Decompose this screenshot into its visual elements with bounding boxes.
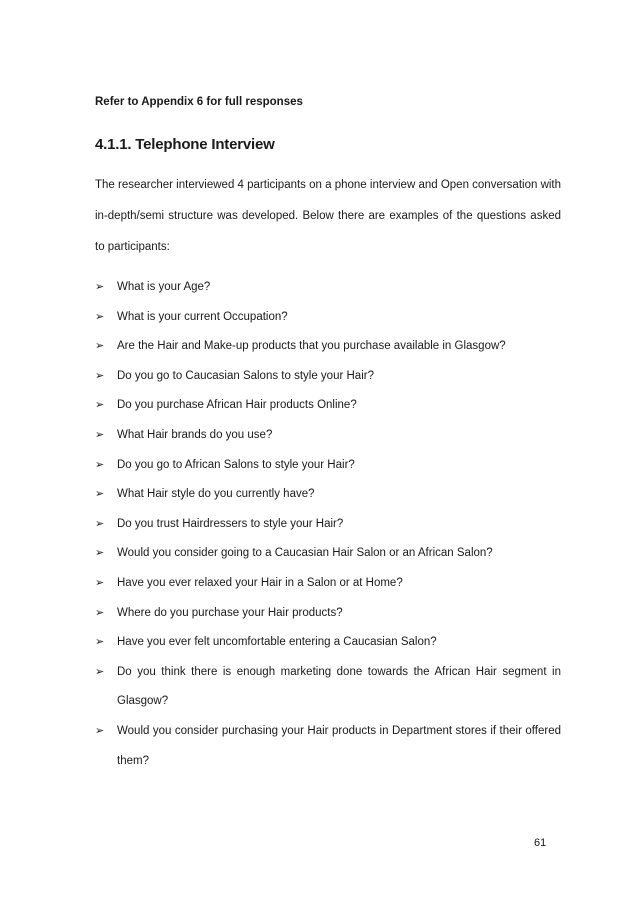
page-content	[95, 92, 561, 776]
question-item	[95, 273, 561, 303]
question-item	[95, 421, 561, 451]
question-text: Have you ever relaxed your Hair in a Salon or at Home?	[117, 576, 403, 589]
arrow-bullet-icon: ➢	[95, 310, 105, 323]
question-item	[95, 391, 561, 421]
question-text: Do you go to Caucasian Salons to style your Hair?	[117, 369, 374, 382]
arrow-bullet-icon: ➢	[95, 399, 105, 412]
arrow-bullet-icon: ➢	[95, 724, 105, 737]
arrow-bullet-icon: ➢	[95, 428, 105, 441]
question-text: Do you trust Hairdressers to style your Hair?	[117, 517, 344, 530]
question-item	[95, 332, 561, 362]
question-item	[95, 510, 561, 540]
question-text: What is your current Occupation?	[117, 310, 288, 323]
arrow-bullet-icon: ➢	[95, 665, 105, 678]
question-item	[95, 628, 561, 658]
arrow-bullet-icon: ➢	[95, 340, 105, 353]
arrow-bullet-icon: ➢	[95, 636, 105, 649]
question-text: What Hair brands do you use?	[117, 428, 273, 441]
question-item	[95, 480, 561, 510]
question-text: What Hair style do you currently have?	[117, 488, 315, 501]
question-item	[95, 362, 561, 392]
arrow-bullet-icon: ➢	[95, 369, 105, 382]
question-item	[95, 569, 561, 599]
arrow-bullet-icon: ➢	[95, 547, 105, 560]
question-item	[95, 717, 561, 776]
arrow-bullet-icon: ➢	[95, 488, 105, 501]
question-text: Have you ever felt uncomfortable entering a Caucasian Salon?	[117, 636, 437, 649]
question-text: Would you consider purchasing your Hair products in Department stores if their offered them?	[117, 724, 561, 767]
question-text: What is your Age?	[117, 281, 211, 293]
question-item	[95, 303, 561, 333]
arrow-bullet-icon: ➢	[95, 576, 105, 589]
question-text: Would you consider going to a Caucasian Hair Salon or an African Salon?	[117, 547, 493, 560]
question-text: Do you think there is enough marketing done towards the African Hair segment in Glasgow?	[117, 665, 561, 708]
question-item	[95, 451, 561, 481]
arrow-bullet-icon: ➢	[95, 281, 105, 293]
section-heading: 4.1.1. Telephone Interview	[95, 136, 275, 153]
question-text: Do you go to African Salons to style your Hair?	[117, 458, 355, 471]
intro-paragraph: The researcher interviewed 4 participants on a phone interview and Open conversation with in-depth/semi structure was developed. Below there are examples of the questions asked to participants:	[95, 179, 562, 253]
question-item	[95, 539, 561, 569]
arrow-bullet-icon: ➢	[95, 458, 105, 471]
arrow-bullet-icon: ➢	[95, 606, 105, 619]
question-text: Do you purchase African Hair products Online?	[117, 399, 357, 412]
question-text: Are the Hair and Make-up products that you purchase available in Glasgow?	[117, 340, 506, 353]
question-item	[95, 599, 561, 629]
appendix-reference: Refer to Appendix 6 for full responses	[95, 96, 303, 108]
question-item	[95, 658, 561, 717]
question-text: Where do you purchase your Hair products?	[117, 606, 343, 619]
question-list	[95, 273, 561, 776]
page-number: 61	[534, 837, 547, 849]
arrow-bullet-icon: ➢	[95, 517, 105, 530]
